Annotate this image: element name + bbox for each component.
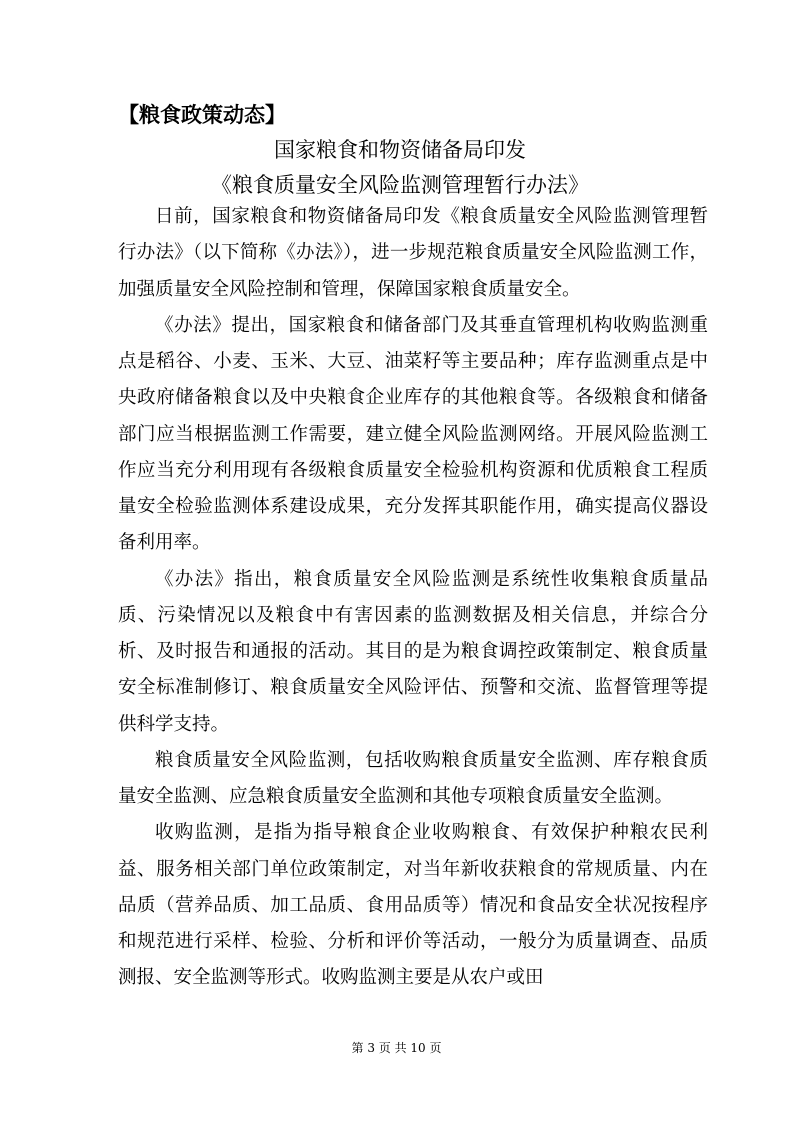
article-body	[118, 199, 708, 997]
article-title-line2: 《粮食质量安全风险监测管理暂行办法》	[211, 173, 589, 197]
paragraph-1: 日前，国家粮食和物资储备局印发《粮食质量安全风险监测管理暂行办法》（以下简称《办法》），进一步规范粮食质量安全风险监测工作，加强质量安全风险控制和管理，保障国家粮食质量安全。	[118, 206, 708, 300]
paragraph-5: 收购监测，是指为指导粮食企业收购粮食、有效保护种粮农民利益、服务相关部门单位政策制定，对当年新收获粮食的常规质量、内在品质（营养品质、加工品质、食用品质等）情况和食品安全状况按程序和规范进行采样、检验、分析和评价等活动，一般分为质量调查、品质测报、安全监测等形式。收购监测主要是从农户或田	[118, 822, 708, 989]
article-title-line1: 国家粮食和物资储备局印发	[274, 138, 526, 162]
paragraph-4: 粮食质量安全风险监测，包括收购粮食质量安全监测、库存粮食质量安全监测、应急粮食质量安全监测和其他专项粮食质量安全监测。	[118, 749, 708, 807]
section-tag: 【粮食政策动态】	[118, 103, 286, 127]
paragraph-2: 《办法》提出，国家粮食和储备部门及其垂直管理机构收购监测重点是稻谷、小麦、玉米、大豆、油菜籽等主要品种；库存监测重点是中央政府储备粮食以及中央粮食企业库存的其他粮食等。各级粮食和储备部门应当根据监测工作需要，建立健全风险监测网络。开展风险监测工作应当充分利用现有各级粮食质量安全检验机构资源和优质粮食工程质量安全检验监测体系建设成果，充分发挥其职能作用，确实提高仪器设备利用率。	[118, 314, 708, 554]
page-number-footer: 第 3 页 共 10 页	[351, 1041, 442, 1055]
paragraph-3: 《办法》指出，粮食质量安全风险监测是系统性收集粮食质量品质、污染情况以及粮食中有害因素的监测数据及相关信息，并综合分析、及时报告和通报的活动。其目的是为粮食调控政策制定、粮食质量安全标准制修订、粮食质量安全风险评估、预警和交流、监督管理等提供科学支持。	[118, 568, 708, 735]
